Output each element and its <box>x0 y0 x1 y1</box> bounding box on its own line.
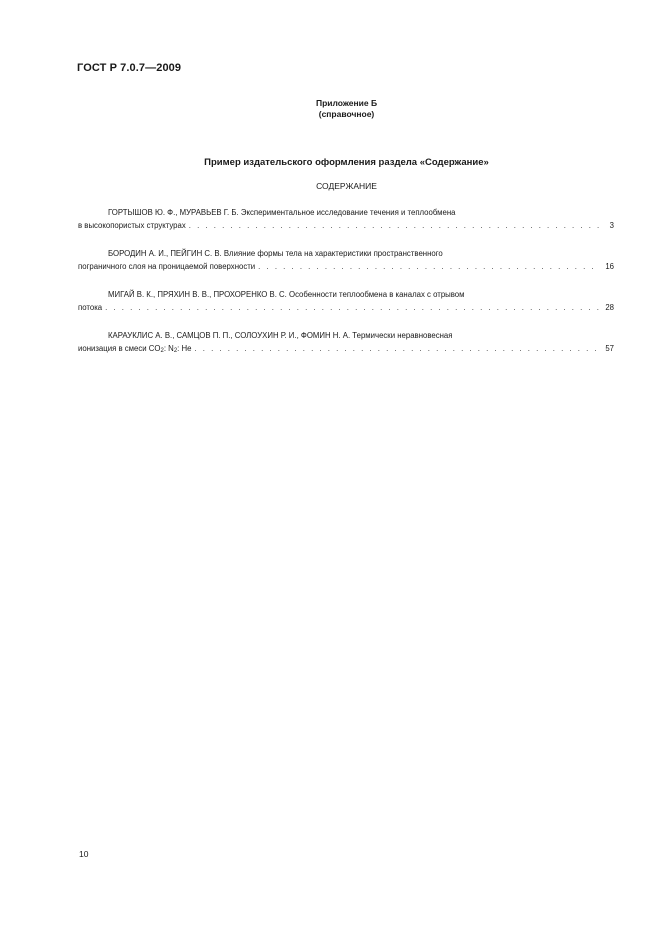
toc-entry-authors-title: ГОРТЫШОВ Ю. Ф., МУРАВЬЕВ Г. Б. Экспериментальное исследование течения и теплообмена <box>108 208 456 217</box>
toc-page-number: 57 <box>605 344 614 353</box>
appendix-heading <box>0 98 661 120</box>
appendix-title: Приложение Б <box>315 98 378 108</box>
toc-page-number: 28 <box>605 303 614 312</box>
toc-entry-authors-title: БОРОДИН А. И., ПЕЙГИН С. В. Влияние формы тела на характеристики пространственного <box>108 249 443 258</box>
toc-entry-continuation <box>78 219 614 232</box>
dot-leader <box>258 260 600 273</box>
toc-entry-title-end: потока <box>78 303 103 312</box>
toc-page-number: 3 <box>609 221 614 230</box>
table-of-contents <box>78 206 614 373</box>
toc-entry-title-end: пограничного слоя на проницаемой поверхности <box>78 262 256 271</box>
standard-code-header: ГОСТ Р 7.0.7—2009 <box>77 62 182 74</box>
dot-leader <box>189 219 600 232</box>
toc-entry-title-end: в высокопористых структурах <box>78 221 186 230</box>
toc-entry <box>78 247 614 273</box>
appendix-type: (справочное) <box>318 109 375 119</box>
toc-entry-title-end: ионизация в смеси $CO_2$: $N_2$: He <box>78 344 192 354</box>
contents-heading: СОДЕРЖАНИЕ <box>316 181 377 191</box>
toc-entry-continuation <box>78 342 614 358</box>
toc-entry-authors-title: КАРАУКЛИС А. В., САМЦОВ П. П., СОЛОУХИН Р. И., ФОМИН Н. А. Термически неравновесная <box>108 331 453 340</box>
toc-entry <box>78 288 614 314</box>
page-number: 10 <box>79 849 89 859</box>
dot-leader <box>194 342 600 355</box>
toc-entry-continuation <box>78 301 614 314</box>
toc-entry <box>78 329 614 358</box>
toc-entry <box>78 206 614 232</box>
toc-entry-authors-title: МИГАЙ В. К., ПРЯХИН В. В., ПРОХОРЕНКО В. С. Особенности теплообмена в каналах с отрывом <box>108 290 465 299</box>
toc-page-number: 16 <box>605 262 614 271</box>
dot-leader <box>105 301 600 314</box>
toc-entry-continuation <box>78 260 614 273</box>
section-title: Пример издательского оформления раздела «Содержание» <box>204 157 489 168</box>
